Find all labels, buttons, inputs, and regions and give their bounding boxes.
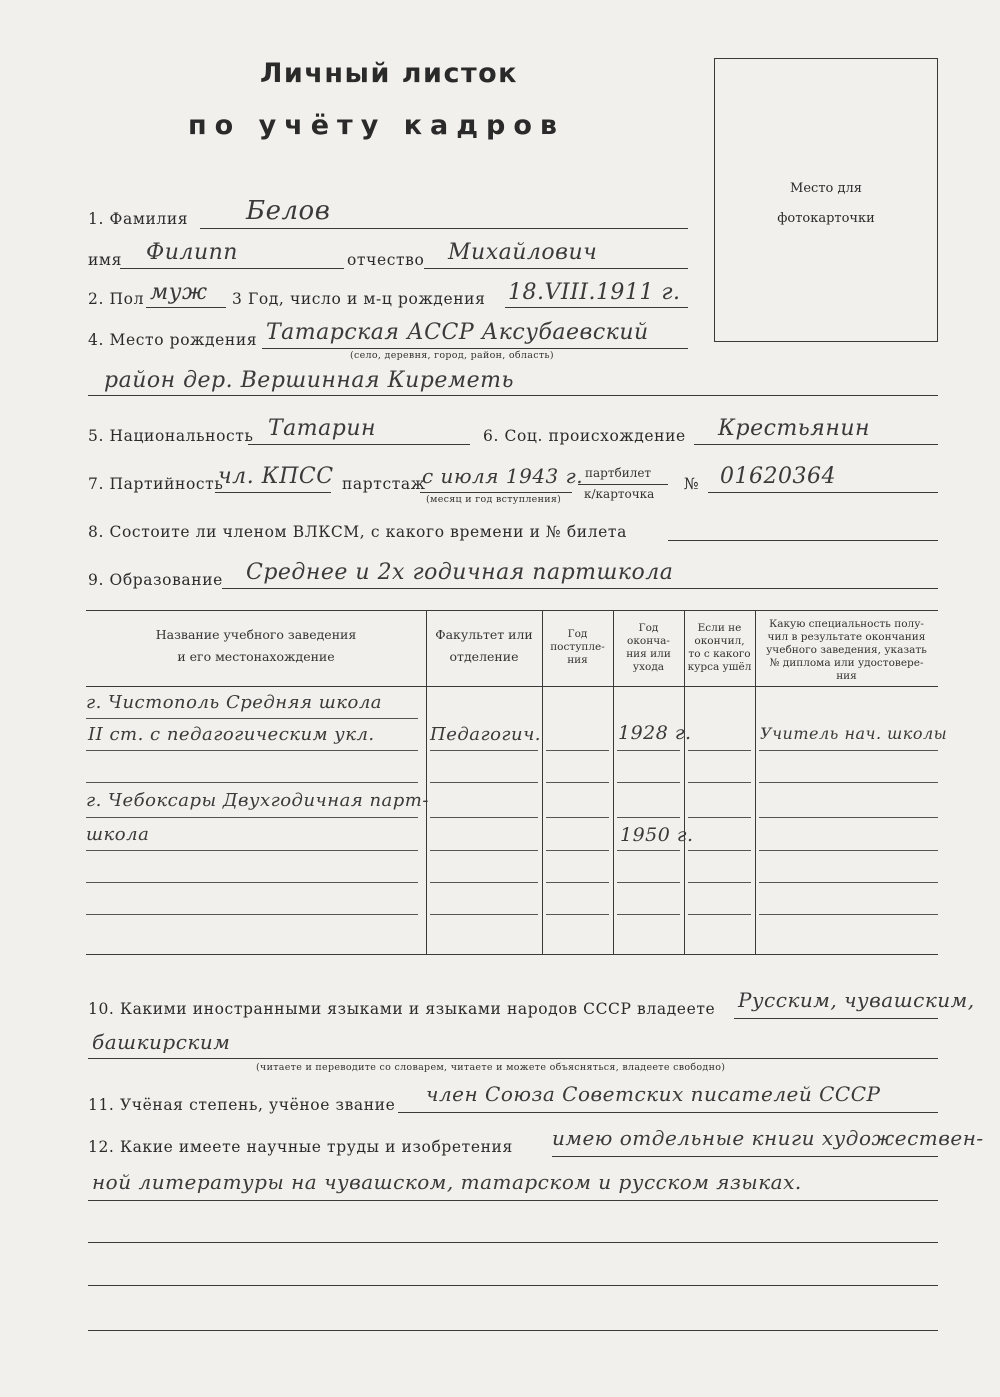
party-card-number-value: 01620364 — [720, 464, 836, 489]
table-rowline — [86, 850, 418, 851]
table-rowline — [688, 750, 751, 751]
photo-placeholder-box — [714, 58, 938, 342]
works-line-4 — [88, 1285, 938, 1286]
table-header-end-year: Год оконча- ния или ухода — [626, 622, 671, 673]
party-value: чл. КПСС — [218, 464, 334, 489]
nationality-label: 5. Национальность — [88, 427, 254, 445]
form-title-line2: по учёту кадров — [188, 110, 566, 141]
education-line — [222, 588, 938, 589]
table-rowline — [688, 882, 751, 883]
works-line-2 — [88, 1200, 938, 1201]
table-top-border — [86, 610, 938, 611]
table-rowline — [430, 914, 538, 915]
works-line-3 — [88, 1242, 938, 1243]
table-header-left-course: Если не окончил, то с какого курса ушёл — [687, 622, 752, 673]
table-row-1-end: 1928 г. — [618, 722, 692, 744]
table-header-name: Название учебного заведения и его местонахождение — [155, 627, 357, 664]
form-title-line1: Личный листок — [260, 58, 518, 89]
table-rowline — [86, 718, 418, 719]
party-card-divider — [578, 484, 668, 485]
table-rowline — [617, 914, 680, 915]
sex-label: 2. Пол — [88, 290, 145, 308]
table-row-1-specialty: Учитель нач. школы — [760, 724, 948, 743]
patronymic-value: Михайлович — [448, 240, 598, 265]
table-row-1-faculty: Педагогич. — [430, 724, 542, 745]
table-header-faculty: Факультет или отделение — [435, 627, 533, 664]
birthplace-line-2 — [88, 395, 938, 396]
birthplace-label: 4. Место рождения — [88, 331, 258, 349]
table-rowline — [617, 882, 680, 883]
party-since-hint: (месяц и год вступления) — [426, 494, 562, 505]
table-rowline — [546, 882, 609, 883]
table-rowline — [430, 882, 538, 883]
works-value-line2: ной литературы на чувашском, татарском и русском языках. — [92, 1170, 802, 1194]
komsomol-line — [668, 540, 938, 541]
table-row-2-name-line1: г. Чебоксары Двухгодичная парт- — [86, 790, 429, 811]
table-rowline — [759, 850, 938, 851]
table-rowline — [430, 850, 538, 851]
table-rowline — [86, 914, 418, 915]
party-label: 7. Партийность — [88, 475, 224, 493]
birthplace-value-line2: район дер. Вершинная Киреметь — [104, 368, 514, 393]
birthdate-label: 3 Год, число и м-ц рождения — [232, 290, 486, 308]
table-bottom-border — [86, 954, 938, 955]
languages-line — [734, 1018, 938, 1019]
surname-line — [200, 228, 688, 229]
birthplace-line — [262, 348, 688, 349]
table-rowline — [86, 882, 418, 883]
table-rowline — [759, 882, 938, 883]
works-line — [552, 1156, 938, 1157]
table-rowline — [759, 750, 938, 751]
name-value: Филипп — [146, 240, 238, 265]
social-origin-value: Крестьянин — [718, 416, 871, 441]
table-rowline — [617, 850, 680, 851]
social-origin-line — [694, 444, 938, 445]
table-row-1-name-line1: г. Чистополь Средняя школа — [86, 692, 383, 713]
works-value-line1: имею отдельные книги художествен- — [552, 1126, 984, 1150]
table-rowline — [430, 817, 538, 818]
table-header-start-year: Год поступле- ния — [550, 628, 605, 666]
degree-line — [398, 1112, 938, 1113]
table-rowline — [86, 817, 418, 818]
party-card-label-bottom: к/карточка — [584, 487, 655, 501]
languages-value-line1: Русским, чувашским, — [738, 988, 975, 1012]
surname-label: 1. Фамилия — [88, 210, 189, 228]
party-card-number-line — [708, 492, 938, 493]
name-label: имя — [88, 251, 122, 269]
table-header-border — [86, 686, 938, 687]
social-origin-label: 6. Соц. происхождение — [483, 427, 686, 445]
nationality-value: Татарин — [268, 416, 377, 441]
degree-label: 11. Учёная степень, учёное звание — [88, 1096, 396, 1114]
education-table — [86, 610, 948, 955]
patronymic-label: отчество — [347, 251, 425, 269]
patronymic-line — [424, 268, 688, 269]
table-rowline — [546, 817, 609, 818]
birthplace-hint: (село, деревня, город, район, область) — [350, 350, 554, 361]
languages-label: 10. Какими иностранными языками и языками народов СССР владеете — [88, 1000, 716, 1018]
education-label: 9. Образование — [88, 571, 223, 589]
table-rowline — [546, 750, 609, 751]
table-rowline — [617, 782, 680, 783]
sex-line — [146, 307, 226, 308]
party-since-value: с июля 1943 г. — [422, 464, 584, 488]
table-rowline — [86, 782, 418, 783]
works-line-5 — [88, 1330, 938, 1331]
table-row-1-name-line2: II ст. с педагогическим укл. — [88, 724, 375, 745]
birthplace-value: Татарская АССР Аксубаевский — [266, 320, 649, 345]
table-header-specialty: Какую специальность полу- чил в результате окончания учебного заведения, указать № диплома или удостовере- ния — [766, 618, 927, 682]
party-since-line — [420, 492, 572, 493]
party-card-label-top: партбилет — [585, 466, 652, 480]
birthdate-value: 18.VIII.1911 г. — [508, 280, 681, 305]
languages-value-line2: башкирским — [92, 1030, 231, 1054]
table-rowline — [759, 914, 938, 915]
education-value: Среднее и 2х годичная партшкола — [246, 560, 674, 585]
table-rowline — [546, 782, 609, 783]
table-row-2-name-line2: школа — [86, 824, 150, 845]
languages-hint: (читаете и переводите со словарем, читаете и можете объясняться, владеете свободно) — [256, 1062, 726, 1073]
table-row-2-end: 1950 г. — [620, 824, 694, 846]
table-rowline — [546, 914, 609, 915]
surname-value: Белов — [246, 196, 331, 226]
table-rowline — [688, 914, 751, 915]
table-rowline — [430, 782, 538, 783]
komsomol-label: 8. Состоите ли членом ВЛКСМ, с какого времени и № билета — [88, 523, 627, 541]
party-card-number-label: № — [684, 475, 700, 493]
birthdate-line — [505, 307, 688, 308]
table-rowline — [617, 817, 680, 818]
party-line — [215, 492, 331, 493]
nationality-line — [248, 444, 470, 445]
party-since-label: партстаж — [342, 475, 426, 493]
table-rowline — [430, 750, 538, 751]
languages-line-2 — [88, 1058, 938, 1059]
photo-placeholder-text-2: фотокарточки — [777, 211, 875, 226]
table-rowline — [759, 817, 938, 818]
table-rowline — [688, 782, 751, 783]
table-rowline — [617, 750, 680, 751]
photo-placeholder-text-1: Место для — [790, 181, 862, 196]
sex-value: муж — [150, 280, 208, 305]
degree-value: член Союза Советских писателей СССР — [426, 1082, 881, 1106]
table-rowline — [759, 782, 938, 783]
table-rowline — [546, 850, 609, 851]
table-rowline — [86, 750, 418, 751]
table-rowline — [688, 817, 751, 818]
works-label: 12. Какие имеете научные труды и изобретения — [88, 1138, 513, 1156]
name-line — [120, 268, 344, 269]
table-rowline — [688, 850, 751, 851]
